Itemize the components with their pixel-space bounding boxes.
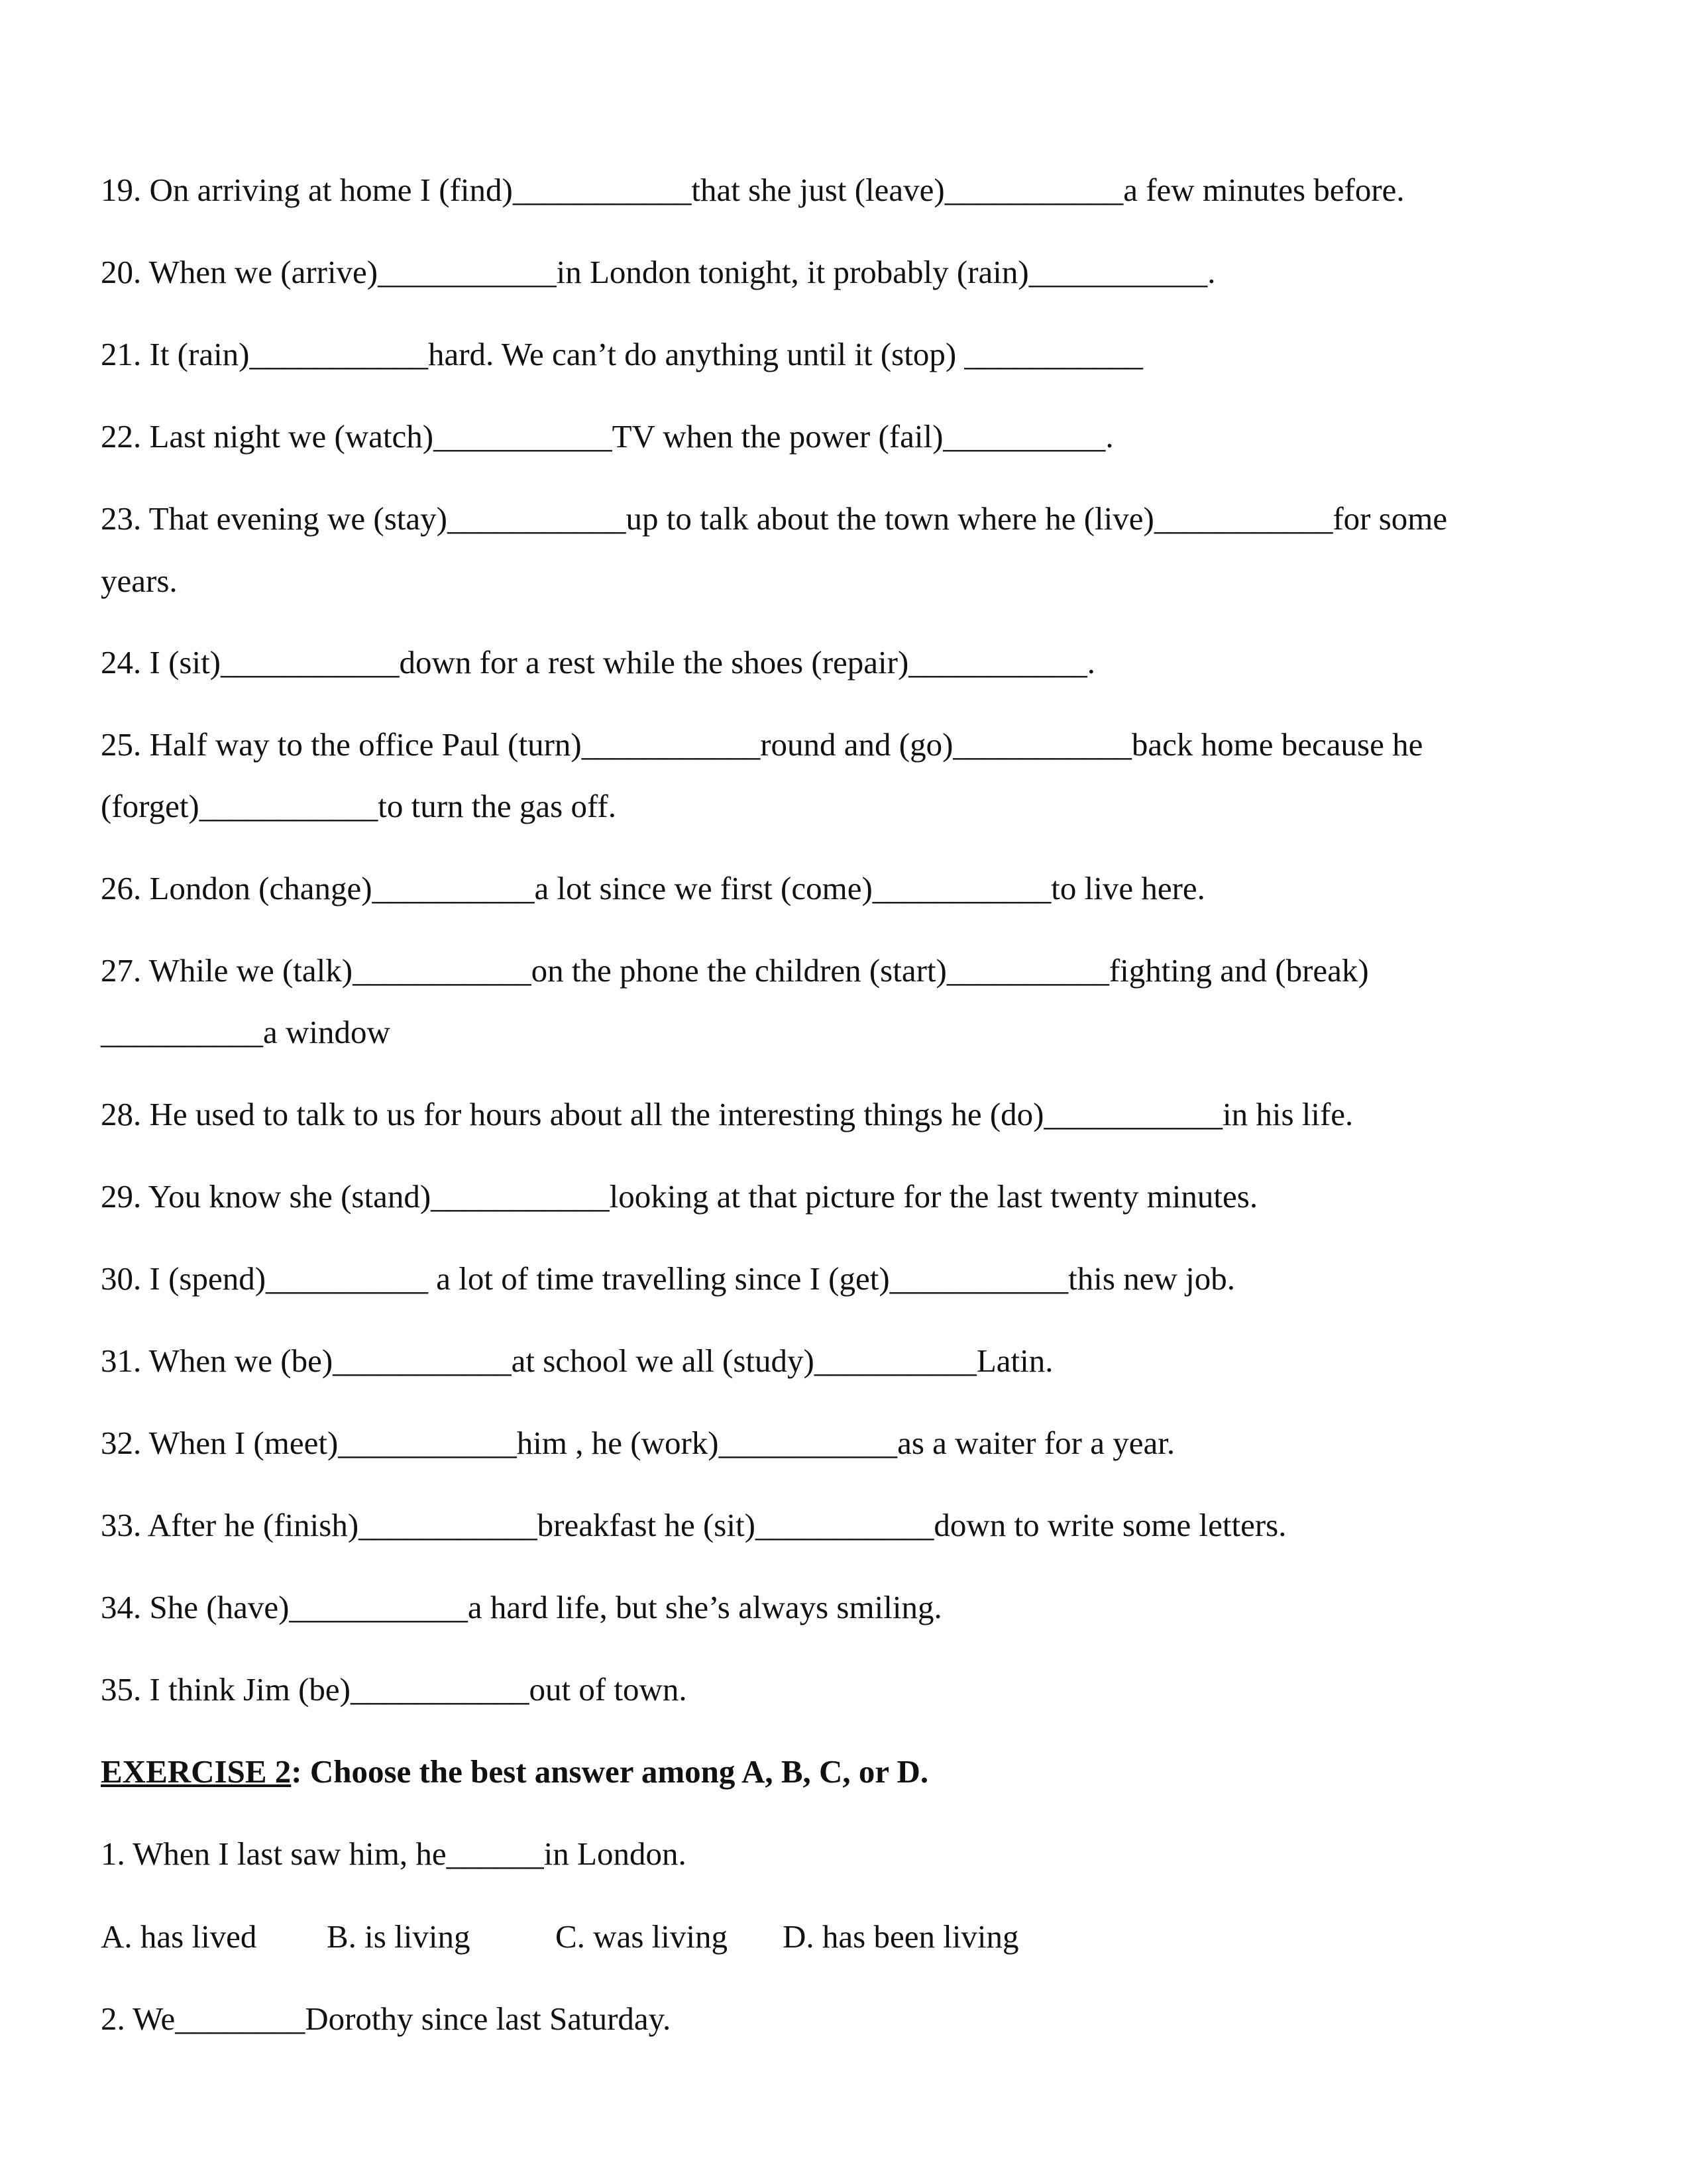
exercise-2-instruction: : Choose the best answer among A, B, C, or D. (291, 1753, 929, 1790)
question-20: 20. When we (arrive)___________in London tonight, it probably (rain)___________. (101, 254, 1216, 290)
question-34: 34. She (have)___________a hard life, but she’s always smiling. (101, 1589, 942, 1625)
question-23: 23. That evening we (stay)___________up to talk about the town where he (live)___________for some (101, 500, 1448, 537)
question-23-continued: years. (101, 563, 178, 599)
question-27: 27. While we (talk)___________on the phone the children (start)__________fighting and (break) (101, 952, 1369, 989)
question-25: 25. Half way to the office Paul (turn)___________round and (go)___________back home because he (101, 726, 1423, 763)
question-24: 24. I (sit)___________down for a rest while the shoes (repair)___________. (101, 644, 1096, 681)
option-c: C. was living (555, 1918, 728, 1955)
question-28: 28. He used to talk to us for hours about all the interesting things he (do)___________in his life. (101, 1096, 1354, 1132)
question-32: 32. When I (meet)___________him , he (work)___________as a waiter for a year. (101, 1425, 1175, 1461)
question-21: 21. It (rain)___________hard. We can’t do anything until it (stop) ___________ (101, 336, 1143, 372)
option-a: A. has lived (101, 1918, 257, 1955)
question-26: 26. London (change)__________a lot since we first (come)___________to live here. (101, 870, 1205, 906)
mc-question-2: 2. We________Dorothy since last Saturday. (101, 2000, 671, 2037)
exercise-2-heading (101, 1752, 1578, 1792)
exercise-2-label: EXERCISE 2 (101, 1753, 292, 1790)
question-19: 19. On arriving at home I (find)___________that she just (leave)___________a few minutes before. (101, 172, 1405, 208)
question-27-continued: __________a window (101, 1014, 390, 1050)
question-29: 29. You know she (stand)___________looking at that picture for the last twenty minutes. (101, 1178, 1258, 1215)
question-25-continued: (forget)___________to turn the gas off. (101, 788, 616, 824)
option-d: D. has been living (783, 1918, 1019, 1955)
question-33: 33. After he (finish)___________breakfast he (sit)___________down to write some letters. (101, 1507, 1287, 1543)
question-22: 22. Last night we (watch)___________TV when the power (fail)__________. (101, 418, 1114, 455)
mc-question-1: 1. When I last saw him, he______in London. (101, 1835, 686, 1872)
question-30: 30. I (spend)__________ a lot of time travelling since I (get)___________this new job. (101, 1260, 1235, 1297)
option-b: B. is living (327, 1918, 470, 1955)
question-31: 31. When we (be)___________at school we all (study)__________Latin. (101, 1342, 1054, 1379)
question-35: 35. I think Jim (be)___________out of town. (101, 1671, 687, 1708)
